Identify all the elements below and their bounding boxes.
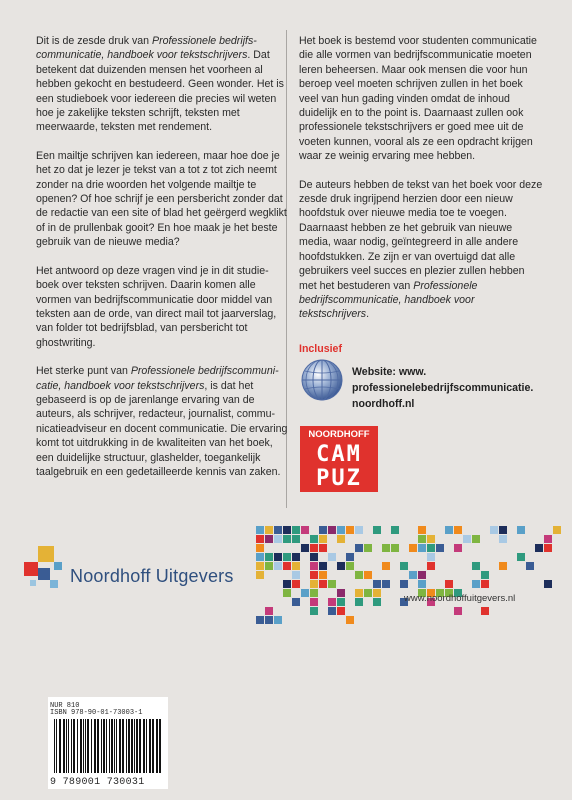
mosaic-tile — [391, 526, 399, 534]
mosaic-tile — [319, 544, 327, 552]
mosaic-tile — [301, 544, 309, 552]
mosaic-tile — [364, 571, 372, 579]
mosaic-tile — [400, 580, 408, 588]
website-line-2: professionelebedrijfscommunicatie. — [352, 382, 534, 394]
mosaic-tile — [310, 598, 318, 606]
mosaic-tile — [337, 607, 345, 615]
mosaic-tile — [283, 580, 291, 588]
mosaic-tile — [310, 571, 318, 579]
mosaic-tile — [391, 544, 399, 552]
mosaic-tile — [310, 544, 318, 552]
barcode-bar — [73, 719, 75, 773]
mosaic-tile — [418, 571, 426, 579]
mosaic-tile — [355, 544, 363, 552]
mosaic-tile — [472, 580, 480, 588]
barcode-bar — [152, 719, 154, 773]
mosaic-tile — [454, 544, 462, 552]
paragraph-revision: De auteurs hebben de tekst van het boek voor deze zesde druk ingrijpend herzien door een nieuw hoofdstuk over nieuwe media toe te voegen. Daarnaast hebben ze het gebruik van nieuwe media, waar nodig, geïntegreerd in alle andere hoofdstukken. Ze zijn er van overtuigd dat alle gebruikers veel succes en plezier zullen hebben met het bestuderen van Professionele bedrijfscommunicatie, handboek voor tekstschrijvers. — [299, 178, 543, 321]
campus-letters-row-1: CAM — [316, 442, 362, 467]
mosaic-tile — [319, 571, 327, 579]
paragraph-strength: Het sterke punt van Professionele bedrijfscommunicatie, handboek voor tekstschrijvers, is dat het gebaseerd is op de jarenlange ervaring van de auteurs, als schrijver, redacteur, journalist, communicatieadviseur en docent communicatie. Die ervaring komt tot uitdrukking in de kwaliteiten van het boek, een duidelijke structuur, glashelder, toegankelijk taalgebruik en een gedetailleerde kennis van zaken. — [36, 365, 288, 478]
barcode-bar — [143, 719, 145, 773]
barcode-bar — [91, 719, 92, 773]
mosaic-tile — [274, 526, 282, 534]
barcode-bar — [71, 719, 72, 773]
mosaic-tile — [445, 526, 453, 534]
mosaic-tile — [517, 553, 525, 561]
paragraph-questions: Een mailtje schrijven kan iedereen, maar hoe doe je het zo dat je lezer je tekst van a tot z tot zich neemt zonder na drie woorden het volgende mailtje te openen? Of hoe schrijf je een persbericht zonder dat de redactie van een site of blad het geërgerd wegklikt of in de prullenbak gooit? En hoe maak je het beste gebruik van de nieuwe media? — [36, 149, 287, 249]
barcode-bar — [87, 719, 89, 773]
website-line-3: noordhoff.nl — [352, 398, 415, 410]
mosaic-tile — [337, 589, 345, 597]
mosaic-tile — [301, 526, 309, 534]
barcode-bar — [139, 719, 141, 773]
mosaic-tile — [283, 535, 291, 543]
mosaic-tile — [256, 616, 264, 624]
left-text-column — [36, 34, 288, 493]
barcode-bar — [128, 719, 130, 773]
barcode-bar — [146, 719, 147, 773]
paragraph-intro: Dit is de zesde druk van Professionele bedrijfscommunicatie, handboek voor tekstschrijvers. Dat betekent dat duizenden mensen het voorheen al hebben gekocht en bestudeerd. Geen wonder. Het is een studieboek voor iedereen die precies wil weten hoe je zakelijke teksten schrijft, teksten met meerwaarde, teksten met rendement. — [36, 35, 284, 134]
mosaic-tile — [328, 580, 336, 588]
mosaic-tile — [274, 562, 282, 570]
mosaic-tile — [427, 544, 435, 552]
mosaic-tile — [283, 562, 291, 570]
mosaic-tile — [463, 535, 471, 543]
barcode-bar — [94, 719, 96, 773]
barcode-bar — [126, 719, 127, 773]
noordhoff-campus-logo — [300, 426, 378, 492]
mosaic-tile — [409, 571, 417, 579]
mosaic-tile — [265, 535, 273, 543]
mosaic-tile — [481, 580, 489, 588]
mosaic-tile — [256, 571, 264, 579]
mosaic-tile — [310, 580, 318, 588]
mosaic-tile — [400, 562, 408, 570]
publisher-name: Noordhoff Uitgevers — [70, 566, 234, 586]
nur-code: NUR 810 — [50, 702, 80, 710]
mosaic-tile — [364, 544, 372, 552]
mosaic-tile — [418, 526, 426, 534]
barcode-digits: 9 789001 730031 — [50, 777, 145, 788]
barcode-bar — [149, 719, 151, 773]
mosaic-tile — [337, 598, 345, 606]
mosaic-tile — [283, 589, 291, 597]
mosaic-tile — [427, 562, 435, 570]
mosaic-tile — [265, 553, 273, 561]
globe-icon — [300, 358, 344, 402]
barcode-bar — [66, 719, 67, 773]
mosaic-tile — [454, 526, 462, 534]
barcode-bar — [122, 719, 124, 773]
mosaic-tile — [256, 535, 264, 543]
mosaic-tile — [310, 562, 318, 570]
mosaic-tile — [292, 571, 300, 579]
paragraph-audience: Het boek is bestemd voor studenten communicatie die alle vormen van bedrijfscommunicatie moeten leren beheersen. Maar ook mensen die voor hun beroep veel moeten schrijven zullen in het boek veel van hun gading vinden omdat de inhoud duidelijk en to the point is. Daarnaast zullen ook professionele tekstschrijvers er goed mee uit de voeten kunnen, vooral als ze een opdracht krijgen waar ze weinig ervaring mee hebben. — [299, 35, 537, 163]
barcode-bar — [134, 719, 135, 773]
mosaic-tile — [256, 553, 264, 561]
mosaic-tile — [256, 526, 264, 534]
mosaic-tile — [436, 544, 444, 552]
mosaic-tile — [355, 571, 363, 579]
barcode-bar — [68, 719, 69, 773]
paragraph-answer: Het antwoord op deze vragen vind je in dit studieboek over teksten schrijven. Daarin komen alle vormen van bedrijfscommunicatie door middel van teksten aan de orde, van direct mail tot jaarverslag, van folder tot bedrijfsblad, van persbericht tot ghostwriting. — [36, 264, 277, 349]
mosaic-tile — [544, 544, 552, 552]
mosaic-tile — [517, 526, 525, 534]
barcode-bar — [136, 719, 138, 773]
mosaic-tile — [292, 553, 300, 561]
mosaic-tile — [283, 553, 291, 561]
barcode-bar — [119, 719, 121, 773]
mosaic-tile — [283, 526, 291, 534]
mosaic-tile — [328, 553, 336, 561]
mosaic-tile — [472, 535, 480, 543]
mosaic-tile — [265, 526, 273, 534]
barcode-bar — [103, 719, 105, 773]
publisher-url: www.noordhoffuitgevers.nl — [404, 593, 516, 604]
mosaic-tile — [346, 616, 354, 624]
mosaic-tile — [310, 607, 318, 615]
barcode-bar — [85, 719, 86, 773]
barcode-bar — [54, 719, 55, 773]
barcode-bar — [131, 719, 133, 773]
right-text-column — [299, 34, 543, 336]
mosaic-tile — [409, 544, 417, 552]
mosaic-tile — [364, 589, 372, 597]
mosaic-tile — [355, 598, 363, 606]
mosaic-tile — [328, 607, 336, 615]
mosaic-tile — [310, 535, 318, 543]
mosaic-tile — [427, 553, 435, 561]
barcode-bar — [106, 719, 107, 773]
barcode-bar — [114, 719, 115, 773]
mosaic-tile — [256, 562, 264, 570]
mosaic-tile — [346, 562, 354, 570]
mosaic-tile — [373, 589, 381, 597]
barcode-bar — [156, 719, 158, 773]
mosaic-tile — [274, 553, 282, 561]
mosaic-tile — [256, 544, 264, 552]
mosaic-tile — [427, 535, 435, 543]
mosaic-tile — [337, 526, 345, 534]
barcode-bar — [56, 719, 57, 773]
mosaic-tile — [292, 535, 300, 543]
mosaic-tile — [319, 562, 327, 570]
mosaic-tile — [553, 526, 561, 534]
mosaic-tile — [499, 562, 507, 570]
barcode-bar — [116, 719, 117, 773]
barcode-bar — [97, 719, 99, 773]
website-info — [352, 364, 552, 412]
mosaic-tile — [526, 562, 534, 570]
mosaic-tile — [328, 526, 336, 534]
mosaic-tile — [310, 553, 318, 561]
mosaic-tile — [310, 589, 318, 597]
barcode-bar — [111, 719, 113, 773]
mosaic-tile — [301, 589, 309, 597]
mosaic-tile — [292, 598, 300, 606]
mosaic-tile — [355, 526, 363, 534]
mosaic-tile — [382, 562, 390, 570]
isbn-code: ISBN 978-90-01-73003-1 — [50, 709, 143, 717]
mosaic-tile — [445, 580, 453, 588]
mosaic-tile — [373, 580, 381, 588]
mosaic-tile — [355, 589, 363, 597]
mosaic-tile — [328, 598, 336, 606]
mosaic-tile — [544, 580, 552, 588]
mosaic-tile — [499, 535, 507, 543]
inclusief-heading: Inclusief — [299, 343, 342, 355]
mosaic-tile — [418, 544, 426, 552]
mosaic-tile — [382, 544, 390, 552]
barcode-bar — [80, 719, 82, 773]
mosaic-tile — [337, 535, 345, 543]
mosaic-tile — [265, 616, 273, 624]
website-line-1: Website: www. — [352, 366, 427, 378]
campus-letters-row-2: PUZ — [316, 466, 362, 491]
mosaic-tile — [535, 544, 543, 552]
mosaic-tile — [265, 607, 273, 615]
mosaic-tile — [274, 535, 282, 543]
mosaic-tile — [337, 562, 345, 570]
mosaic-tile — [472, 562, 480, 570]
mosaic-tile — [373, 598, 381, 606]
mosaic-tile — [481, 571, 489, 579]
mosaic-tile — [481, 607, 489, 615]
mosaic-tile — [418, 535, 426, 543]
mosaic-tile — [454, 607, 462, 615]
mosaic-tile — [346, 526, 354, 534]
mosaic-tile — [382, 580, 390, 588]
barcode-bar — [59, 719, 61, 773]
mosaic-tile — [373, 526, 381, 534]
mosaic-tile — [346, 553, 354, 561]
barcode-bar — [109, 719, 110, 773]
mosaic-tile — [292, 562, 300, 570]
mosaic-tile — [499, 526, 507, 534]
barcode-bar — [101, 719, 102, 773]
barcode-bar — [83, 719, 84, 773]
mosaic-tile — [274, 616, 282, 624]
mosaic-tile — [319, 526, 327, 534]
mosaic-tile — [265, 562, 273, 570]
barcode-bar — [77, 719, 78, 773]
barcode-bar — [63, 719, 65, 773]
mosaic-tile — [418, 580, 426, 588]
campus-top-text: NOORDHOFF — [308, 429, 370, 440]
mosaic-tile — [544, 535, 552, 543]
mosaic-tile — [319, 535, 327, 543]
mosaic-tile — [292, 580, 300, 588]
mosaic-tile — [319, 580, 327, 588]
mosaic-tile — [292, 526, 300, 534]
mosaic-tile — [490, 526, 498, 534]
barcode-bar — [159, 719, 161, 773]
